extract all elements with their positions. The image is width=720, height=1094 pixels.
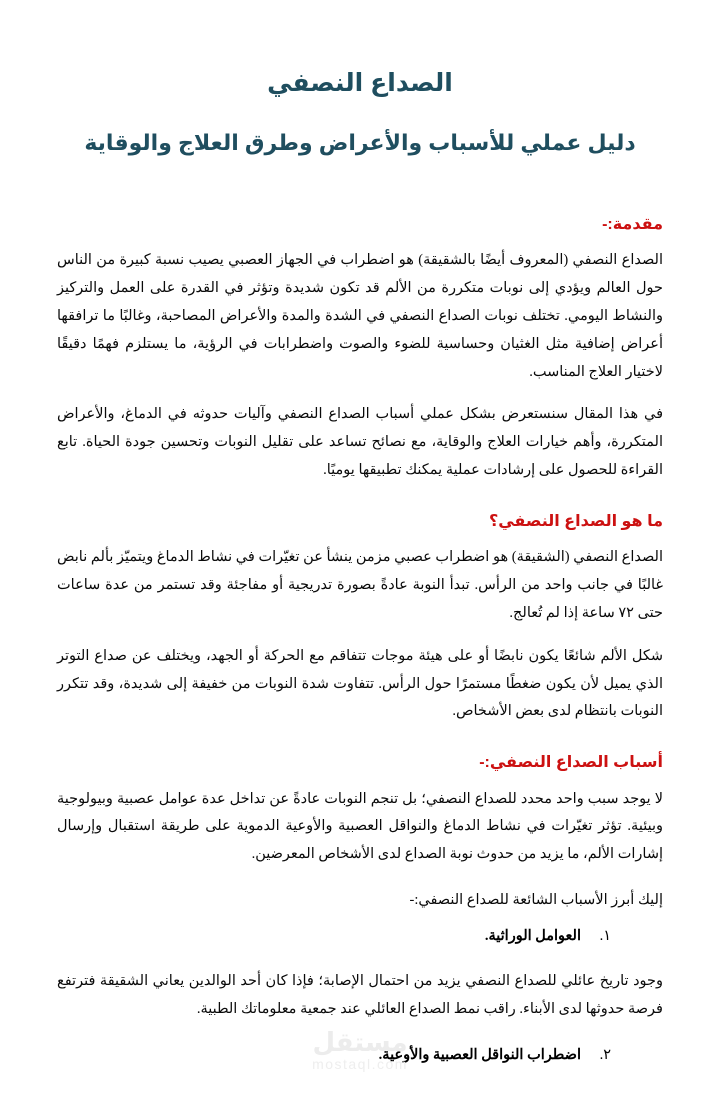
causes-list — [57, 923, 663, 951]
spacer-intro-paragraphs — [57, 386, 663, 401]
intro-paragraph-2: في هذا المقال سنستعرض بشكل عملي أسباب الصداع النصفي وآليات حدوثه في الدماغ، والأعراض المتكررة، وأهم خيارات العلاج والوقاية، مع نصائح تساعد على تقليل النوبات وتحسين جودة الحياة. تابع القراءة للحصول على إرشادات عملية يمكنك تطبيقها يوميًا. — [57, 406, 663, 479]
list-item-label: العوامل الوراثية. — [484, 927, 581, 944]
spacer-before-list — [57, 915, 663, 923]
section-heading-causes: أسباب الصداع النصفي:- — [479, 754, 663, 772]
causes-item-1-body: وجود تاريخ عائلي للصداع النصفي يزيد من احتمال الإصابة؛ فإذا كان أحد الوالدين يعاني الشقيقة فترتفع فرصة حدوثها لدى الأبناء. راقب نمط الصداع العائلي عند جمعية معلوماتك الطبية. — [57, 973, 663, 1018]
what-is-paragraph-2: شكل الألم شائعًا يكون نابضًا أو على هيئة موجات تتفاقم مع الحركة أو الجهد، ويختلف عن صداع التوتر الذي يميل لأن يكون ضغطًا مستمرًا حول الرأس. تتفاوت شدة النوبات من خفيفة إلى شديدة، وقد تتكرر النوبات بانتظام لدى بعض الأشخاص. — [57, 647, 663, 720]
page-title: الصداع النصفي — [267, 69, 453, 97]
page-subtitle: دليل عملي للأسباب والأعراض وطرق العلاج والوقاية — [84, 130, 636, 156]
spacer-after-subtitle — [57, 158, 663, 214]
spacer-what-is-heading — [57, 533, 663, 544]
spacer-intro-heading — [57, 236, 663, 247]
spacer-what-is-paragraphs — [57, 628, 663, 643]
spacer-after-item-1 — [57, 950, 663, 968]
intro-paragraph-1: الصداع النصفي (المعروف أيضًا بالشقيقة) هو اضطراب في الجهاز العصبي يصيب نسبة كبيرة من الناس حول العالم ويؤدي إلى نوبات متكررة من الألم قد تكون شديدة وتؤثر في القدرة على العمل والتركيز والنشاط اليومي. تختلف نوبات الصداع النصفي في الشدة والمدة والأعراض المصاحبة، وغالبًا ما ترافقها أعراض إضافية مثل الغثيان وحساسية للضوء والصوت واضطرابات في الرؤية، ما يستلزم فهمًا دقيقًا لاختيار العلاج المناسب. — [57, 252, 663, 380]
section-heading-what-is: ما هو الصداع النصفي؟ — [488, 512, 663, 530]
watermark-domain: mostaql.com — [312, 1056, 408, 1072]
list-item-marker: ١. — [599, 927, 611, 944]
spacer-before-causes — [57, 726, 663, 752]
watermark-arabic-logo: مستقل — [312, 1026, 408, 1057]
spacer-causes-heading — [57, 775, 663, 786]
list-item-marker: ٢. — [599, 1046, 611, 1063]
list-item-label: اضطراب النواقل العصبية والأوعية. — [378, 1046, 581, 1063]
list-item — [57, 923, 611, 951]
spacer-before-lead-line — [57, 869, 663, 887]
spacer-before-what-is — [57, 485, 663, 511]
what-is-paragraph-1: الصداع النصفي (الشقيقة) هو اضطراب عصبي مزمن ينشأ عن تغيّرات في نشاط الدماغ ويتميّز بألم نابض غالبًا في جانب واحد من الرأس. تبدأ النوبة عادةً بصورة تدريجية أو مفاجئة وقد تستمر من عدة ساعات حتى ٧٢ ساعة إذا لم تُعالج. — [57, 549, 663, 621]
causes-lead-line: إليك أبرز الأسباب الشائعة للصداع النصفي:- — [409, 892, 663, 909]
causes-paragraph-1: لا يوجد سبب واحد محدد للصداع النصفي؛ بل تنجم النوبات عادةً عن تداخل عدة عوامل عصبية وبيولوجية وبيئية. تؤثر تغيّرات في نشاط الدماغ والنواقل العصبية والأوعية الدموية على طريقة استقبال وإرسال إشارات الألم، ما يزيد من حدوث نوبة الصداع لدى الأشخاص المعرضين. — [57, 790, 663, 863]
section-heading-intro: مقدمة:- — [602, 215, 663, 233]
watermark — [0, 1026, 720, 1072]
